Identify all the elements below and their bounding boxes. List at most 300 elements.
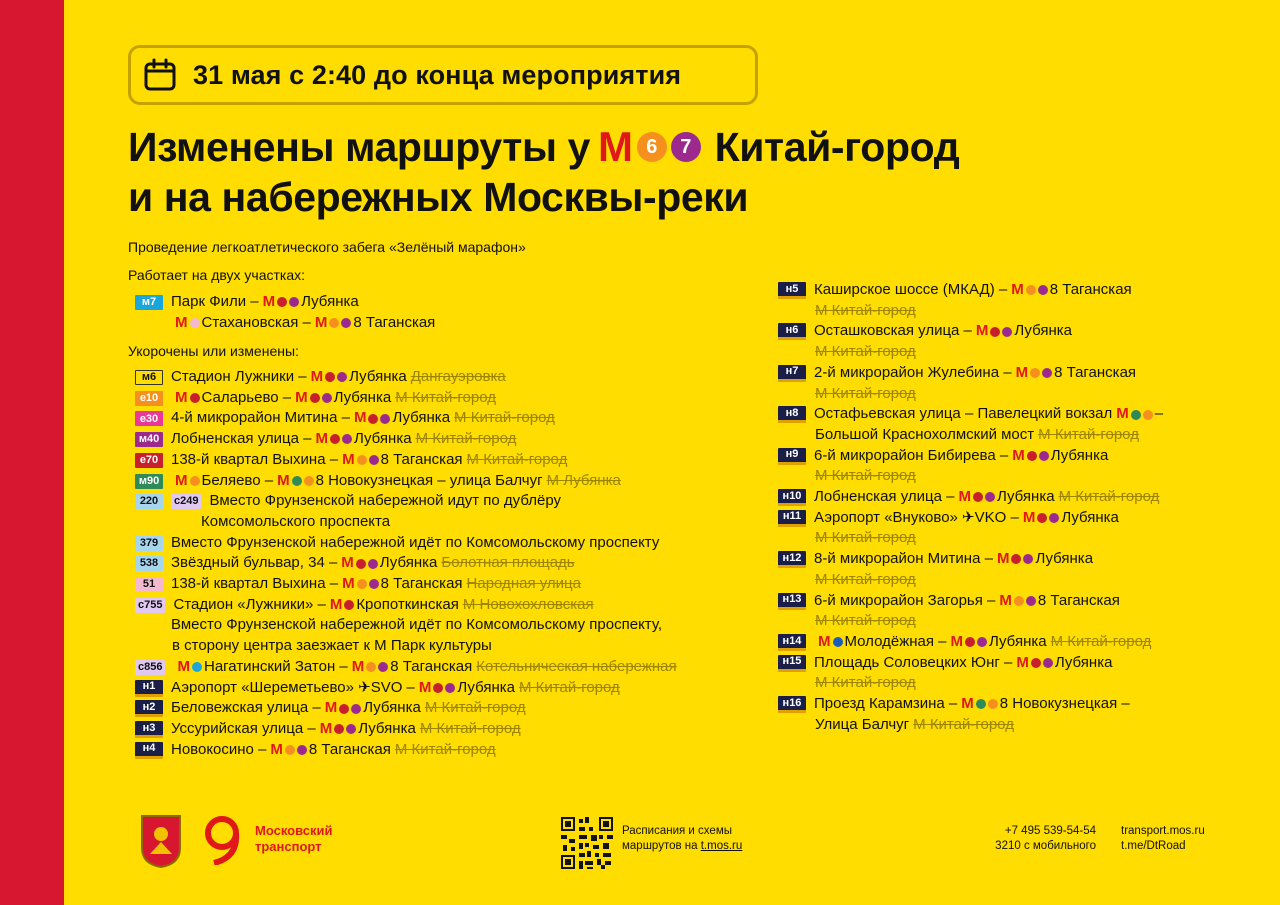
metro-logo-icon: М (351, 657, 365, 675)
route-row (778, 487, 1163, 508)
cancelled-stop: М Китай-город (815, 570, 916, 588)
route-number-badge: н13 (778, 593, 806, 610)
metro-line-icon (1014, 596, 1024, 606)
metro-line-icon (192, 662, 202, 672)
route-text: Лубянка (363, 699, 421, 717)
intro-text: Проведение легкоатлетического забега «Зелёный марафон» (128, 239, 526, 255)
route-row (135, 450, 677, 471)
route-row-continuation (778, 466, 1163, 487)
route-description (173, 595, 593, 616)
two-sections-list (135, 292, 435, 333)
route-number-badge: м40 (135, 432, 163, 447)
route-number-badge: н16 (778, 696, 806, 713)
route-text: Комсомольского проспекта (201, 512, 391, 530)
cancelled-stop: М Китай-город (454, 409, 555, 427)
route-number-badge: н14 (778, 634, 806, 651)
route-row-continuation (778, 528, 1163, 549)
phone-number[interactable]: +7 495 539-54-54 (1004, 825, 1096, 837)
route-description (171, 367, 506, 388)
metro-line-icon (356, 559, 366, 569)
route-text: Лубянка (358, 719, 416, 737)
route-text: Проезд Карамзина – (814, 695, 958, 713)
metro-line-icon (322, 393, 332, 403)
section-heading-two-sections: Работает на двух участках: (128, 267, 306, 283)
metro-line-icon (988, 699, 998, 709)
route-row (778, 363, 1163, 384)
metro-line-icon (310, 393, 320, 403)
route-text: Лобненская улица – (814, 488, 955, 506)
route-description (814, 404, 1163, 425)
metro-line-icon (1011, 554, 1021, 564)
metro-logo-icon: М (418, 678, 432, 696)
cancelled-stop: М Китай-город (815, 343, 916, 361)
route-row-continuation (778, 425, 1163, 446)
route-text: 8 Таганская (308, 740, 391, 758)
route-text: Большой Краснохолмский мост (815, 425, 1035, 443)
route-text: Лубянка (392, 409, 451, 427)
metro-line-icon (1131, 410, 1141, 420)
title-line-2: и на набережных Москвы-реки (128, 174, 749, 220)
metro-line-icon (1030, 368, 1040, 378)
route-number-badge: н15 (778, 655, 806, 672)
route-number-badge: н6 (778, 323, 806, 340)
route-number-badge: н7 (778, 365, 806, 382)
route-description (171, 471, 621, 492)
route-row (135, 408, 677, 429)
route-number-badge: н5 (778, 282, 806, 299)
metro-line-icon (1042, 368, 1052, 378)
metro-logo-icon: М (950, 632, 963, 650)
route-text: 6-й микрорайон Загорья – (814, 591, 996, 609)
route-text: Лобненская улица – (171, 430, 312, 448)
metro-line-icon (334, 724, 344, 734)
site-link[interactable]: transport.mos.ru (1121, 825, 1205, 837)
metro-logo-icon: М (975, 322, 989, 340)
route-description (814, 321, 1072, 342)
route-text: 2-й микрорайон Жулебина – (814, 363, 1012, 381)
route-description (171, 615, 662, 636)
route-number-badge: с249 (171, 494, 201, 509)
route-row (135, 574, 677, 595)
route-text: в сторону центра заезжает к М Парк культуры (172, 637, 492, 655)
route-description (814, 694, 1130, 715)
route-text: Площадь Соловецких Юнг – (814, 653, 1013, 671)
moscow-coat-of-arms-icon (140, 814, 182, 868)
metro-logo-icon: М (277, 471, 290, 489)
metro-line-icon (297, 745, 307, 755)
route-description (171, 313, 435, 334)
route-text: Стадион Лужники – (171, 368, 307, 385)
metro-line-icon (346, 724, 356, 734)
metro-logo-icon: М (961, 695, 974, 713)
metro-line-7-icon: 7 (671, 132, 701, 162)
metro-line-icon (976, 699, 986, 709)
metro-line-icon (965, 637, 975, 647)
metro-logo-icon: М (342, 450, 355, 468)
metro-logo-icon: М (319, 719, 333, 737)
metro-line-icon (357, 579, 367, 589)
route-description (171, 388, 496, 409)
route-text: Улица Балчуг (815, 715, 910, 733)
route-description (171, 408, 555, 429)
metro-logo-icon: М (314, 313, 328, 331)
cancelled-stop: М Китай-город (815, 612, 916, 630)
metro-line-icon (337, 372, 347, 382)
route-text: Лубянка (1061, 508, 1119, 526)
route-text: Уссурийская улица – (171, 719, 316, 737)
cancelled-stop: Дангауэровка (410, 368, 506, 385)
route-row (135, 719, 677, 740)
route-row (778, 549, 1163, 570)
metro-line-icon (380, 414, 390, 424)
route-row-continuation (135, 636, 677, 657)
route-number-badge: 220 (135, 494, 163, 509)
metro-line-icon (1026, 285, 1036, 295)
metro-line-icon (833, 637, 843, 647)
route-description (814, 487, 1159, 508)
metro-logo-icon: М (342, 575, 355, 593)
section-heading-shortened: Укорочены или изменены: (128, 343, 299, 359)
route-text: Лубянка (333, 388, 392, 406)
metro-line-icon (289, 297, 299, 307)
route-row (135, 615, 677, 636)
route-row-continuation (778, 301, 1163, 322)
route-number-badge: 51 (135, 577, 163, 592)
cancelled-stop: М Китай-город (394, 740, 496, 758)
route-number-badge: м90 (135, 474, 163, 489)
route-number-badge: н4 (135, 742, 163, 759)
route-text: 138-й квартал Выхина – (171, 450, 339, 468)
route-number-badge: н8 (778, 406, 806, 423)
contact-links (1121, 824, 1205, 854)
cancelled-stop: М Китай-город (1050, 632, 1152, 650)
title-station: Китай-город (714, 124, 960, 170)
route-text: Лубянка (989, 632, 1047, 650)
metro-line-icon (1049, 513, 1059, 523)
metro-line-icon (1027, 451, 1037, 461)
route-description (814, 653, 1112, 674)
route-number-badge: с755 (135, 598, 165, 613)
route-text: 8 Таганская (380, 575, 463, 593)
route-row (135, 429, 677, 450)
route-row (135, 471, 677, 492)
metro-line-icon (985, 492, 995, 502)
route-number-badge: м7 (135, 295, 163, 310)
route-row (135, 740, 677, 761)
metro-line-icon (330, 434, 340, 444)
metro-logo-icon: М (996, 550, 1010, 568)
route-row (135, 678, 677, 699)
route-number-badge: н2 (135, 700, 163, 717)
metro-line-icon (329, 318, 339, 328)
route-row (135, 553, 677, 574)
route-row-continuation (778, 570, 1163, 591)
cancelled-stop: М Китай-город (419, 719, 521, 737)
metro-line-icon (1038, 285, 1048, 295)
short-number: 3210 с мобильного (995, 840, 1096, 852)
route-row (778, 446, 1163, 467)
route-text: Лубянка (996, 488, 1055, 506)
metro-logo-icon: М (818, 632, 831, 650)
route-text: Беляево – (201, 471, 274, 489)
metro-logo-icon: М (324, 699, 338, 717)
route-description (171, 553, 575, 574)
route-text: 8 Таганская (353, 313, 436, 331)
route-text: 8 Новокузнецкая – (999, 695, 1130, 713)
route-text: 138-й квартал Выхина – (171, 575, 339, 593)
route-description (209, 491, 561, 512)
route-number-badge: н3 (135, 721, 163, 738)
metro-logo-icon: М (958, 488, 971, 506)
route-text: Стадион «Лужники» – (173, 595, 326, 613)
metro-logo-icon: М (1015, 363, 1029, 381)
route-row (778, 404, 1163, 425)
metro-line-icon (342, 434, 352, 444)
cancelled-stop: М Китай-город (1058, 488, 1160, 506)
metro-line-icon (292, 476, 302, 486)
metro-logo-icon: М (175, 471, 188, 489)
metro-line-icon (190, 476, 200, 486)
route-text: Кропоткинская (356, 595, 459, 613)
route-text: Вместо Фрунзенской набережной идут по дублёру (209, 492, 562, 510)
metro-logo-icon: М (175, 313, 188, 331)
metro-line-icon (190, 318, 200, 328)
route-text: Аэропорт «Внуково» ✈VKO – (814, 508, 1019, 526)
route-text: Стахановская – (201, 313, 311, 331)
route-text: Лубянка (457, 678, 515, 696)
route-description (814, 363, 1136, 384)
route-text: 8 Таганская (1037, 591, 1120, 609)
cancelled-stop: Болотная площадь (441, 554, 575, 572)
metro-logo-icon: М (262, 293, 276, 310)
route-text: Новокосино – (171, 740, 267, 758)
metro-line-icon (369, 455, 379, 465)
route-number-badge: н10 (778, 489, 806, 506)
route-text: 8 Таганская (380, 450, 463, 468)
route-number-badge: н12 (778, 551, 806, 568)
route-row-continuation (778, 611, 1163, 632)
route-row (135, 292, 435, 313)
metro-logo-icon: М (295, 388, 308, 406)
metro-line-icon (369, 579, 379, 589)
route-row-continuation (778, 673, 1163, 694)
metro-line-icon (339, 704, 349, 714)
metro-line-icon (285, 745, 295, 755)
route-number-badge: м6 (135, 370, 163, 385)
route-text: Лубянка (1035, 550, 1094, 568)
schedules-info: Расписания и схемы маршрутов на t.mos.ru (622, 825, 743, 852)
cancelled-stop: М Китай-город (815, 301, 916, 319)
metro-line-icon (1002, 327, 1012, 337)
route-text: 8 Таганская (1054, 363, 1137, 381)
route-text: Вместо Фрунзенской набережной идёт по Комсомольскому проспекту (171, 533, 660, 551)
route-description (171, 574, 581, 595)
route-description (814, 591, 1120, 612)
metro-line-icon (304, 476, 314, 486)
route-row (778, 694, 1163, 715)
route-text: Остафьевская улица – Павелецкий вокзал (814, 405, 1113, 423)
route-description (171, 429, 516, 450)
route-description (814, 508, 1119, 529)
route-description (814, 632, 1151, 653)
shortened-routes-list (135, 367, 677, 760)
metro-logo-icon: М (1012, 446, 1025, 464)
metro-line-icon (1031, 658, 1041, 668)
metro-logo-icon: М (353, 409, 367, 427)
metro-line-icon (1039, 451, 1049, 461)
metro-logo-icon: М (177, 657, 190, 675)
route-description (171, 450, 567, 471)
route-text: Лубянка (353, 430, 412, 448)
metro-logo-icon: М (598, 123, 633, 170)
route-row (135, 698, 677, 719)
page-title (128, 122, 1088, 222)
cancelled-stop: М Китай-город (395, 388, 496, 406)
date-banner-text: 31 мая с 2:40 до конца мероприятия (193, 59, 682, 90)
cancelled-stop: М Китай-город (1038, 425, 1139, 443)
metro-line-icon (1143, 410, 1153, 420)
route-text: – (1154, 405, 1164, 423)
metro-line-icon (357, 455, 367, 465)
route-row (778, 653, 1163, 674)
metro-line-icon (368, 414, 378, 424)
route-text: Лубянка (1050, 446, 1109, 464)
cancelled-stop: М Китай-город (466, 450, 568, 468)
route-row (135, 533, 677, 554)
date-banner (128, 45, 758, 105)
cancelled-stop: М Китай-город (519, 678, 620, 696)
route-row (135, 313, 435, 334)
route-row (135, 388, 677, 409)
metro-line-icon (351, 704, 361, 714)
route-row-continuation (135, 512, 677, 533)
metro-logo-icon: М (1116, 405, 1129, 423)
metro-line-icon (368, 559, 378, 569)
route-description (171, 292, 359, 313)
metro-logo-icon: М (270, 740, 283, 758)
cancelled-stop: Котельническая набережная (476, 657, 677, 675)
metro-logo-icon: М (175, 388, 188, 406)
metro-line-icon (1043, 658, 1053, 668)
calendar-icon (143, 58, 177, 92)
metro-line-icon (1026, 596, 1036, 606)
cancelled-stop: М Китай-город (815, 529, 916, 547)
cancelled-stop: М Лубянка (546, 471, 621, 489)
route-text: 8 Таганская (390, 657, 473, 675)
route-text: Беловежская улица – (171, 699, 321, 717)
route-text: Аэропорт «Шереметьево» ✈SVO – (171, 678, 415, 696)
route-text: Звёздный бульвар, 34 – (171, 554, 338, 572)
route-text: 6-й микрорайон Бибирева – (814, 446, 1009, 464)
route-description (814, 549, 1093, 570)
metro-line-icon (445, 683, 455, 693)
route-text: Лубянка (1014, 322, 1072, 340)
moscow-transport-brand: Московский транспорт (255, 823, 333, 854)
metro-line-icon (378, 662, 388, 672)
route-description (814, 280, 1132, 301)
side-red-bar (0, 0, 64, 905)
cancelled-stop: М Китай-город (815, 384, 916, 402)
route-text: Молодёжная – (844, 632, 947, 650)
night-routes-list (778, 280, 1163, 735)
route-text: Саларьево – (201, 388, 292, 406)
metro-logo-icon: М (310, 368, 324, 385)
metro-line-icon (277, 297, 287, 307)
metro-line-icon (977, 637, 987, 647)
route-row-continuation (778, 384, 1163, 405)
metro-line-icon (344, 600, 354, 610)
route-description (171, 698, 526, 719)
metro-logo-icon: М (1022, 508, 1036, 526)
metro-line-icon (973, 492, 983, 502)
route-number-badge: е70 (135, 453, 163, 468)
route-row (778, 508, 1163, 529)
route-text: 8-й микрорайон Митина – (814, 550, 993, 568)
route-text: Лубянка (301, 293, 359, 310)
metro-line-icon (341, 318, 351, 328)
cancelled-stop: Народная улица (466, 575, 581, 593)
cancelled-stop: М Китай-город (424, 699, 526, 717)
route-number-badge: 379 (135, 536, 163, 551)
route-row (135, 491, 677, 512)
route-description (814, 446, 1108, 467)
cancelled-stop: М Китай-город (815, 467, 916, 485)
route-description (173, 657, 676, 678)
cancelled-stop: М Китай-город (415, 430, 517, 448)
route-number-badge: н11 (778, 510, 806, 527)
route-number-badge: е10 (135, 391, 163, 406)
metro-logo-icon: М (315, 430, 328, 448)
metro-line-icon (325, 372, 335, 382)
route-number-badge: с856 (135, 660, 165, 675)
route-row (778, 632, 1163, 653)
qr-code-icon[interactable] (561, 817, 613, 869)
metro-logo-icon: М (329, 595, 343, 613)
metro-line-6-icon: 6 (637, 132, 667, 162)
title-metro-lines (598, 122, 705, 172)
route-description (171, 533, 659, 554)
metro-logo-icon: М (341, 554, 354, 572)
route-text: 4-й микрорайон Митина – (171, 409, 350, 427)
metro-line-icon (1023, 554, 1033, 564)
route-text: Осташковская улица – (814, 322, 972, 340)
route-row (778, 321, 1163, 342)
route-description (171, 740, 496, 761)
metro-line-icon (190, 393, 200, 403)
route-row-continuation (778, 342, 1163, 363)
route-number-badge: н1 (135, 680, 163, 697)
tmos-link[interactable]: t.mos.ru (700, 840, 743, 852)
route-row (135, 657, 677, 678)
route-text: Лубянка (379, 554, 438, 572)
route-number-badge: е30 (135, 411, 163, 426)
route-text: Лубянка (349, 368, 407, 385)
route-text: Лубянка (1054, 653, 1113, 671)
route-text: Каширское шоссе (МКАД) – (814, 281, 1008, 298)
route-row (135, 595, 677, 616)
route-text: 8 Таганская (1049, 281, 1132, 298)
route-text: 8 Новокузнецкая – улица Балчуг (315, 471, 543, 489)
telegram-link[interactable]: t.me/DtRoad (1121, 840, 1186, 852)
route-row (778, 591, 1163, 612)
metro-logo-icon: М (1011, 281, 1024, 298)
route-text: Вместо Фрунзенской набережной идёт по Комсомольскому проспекту, (171, 616, 663, 634)
route-text: Парк Фили – (171, 293, 259, 310)
route-row (135, 367, 677, 388)
metro-line-icon (433, 683, 443, 693)
route-text: Нагатинский Затон – (203, 657, 348, 675)
title-prefix: Изменены маршруты у (128, 124, 590, 170)
